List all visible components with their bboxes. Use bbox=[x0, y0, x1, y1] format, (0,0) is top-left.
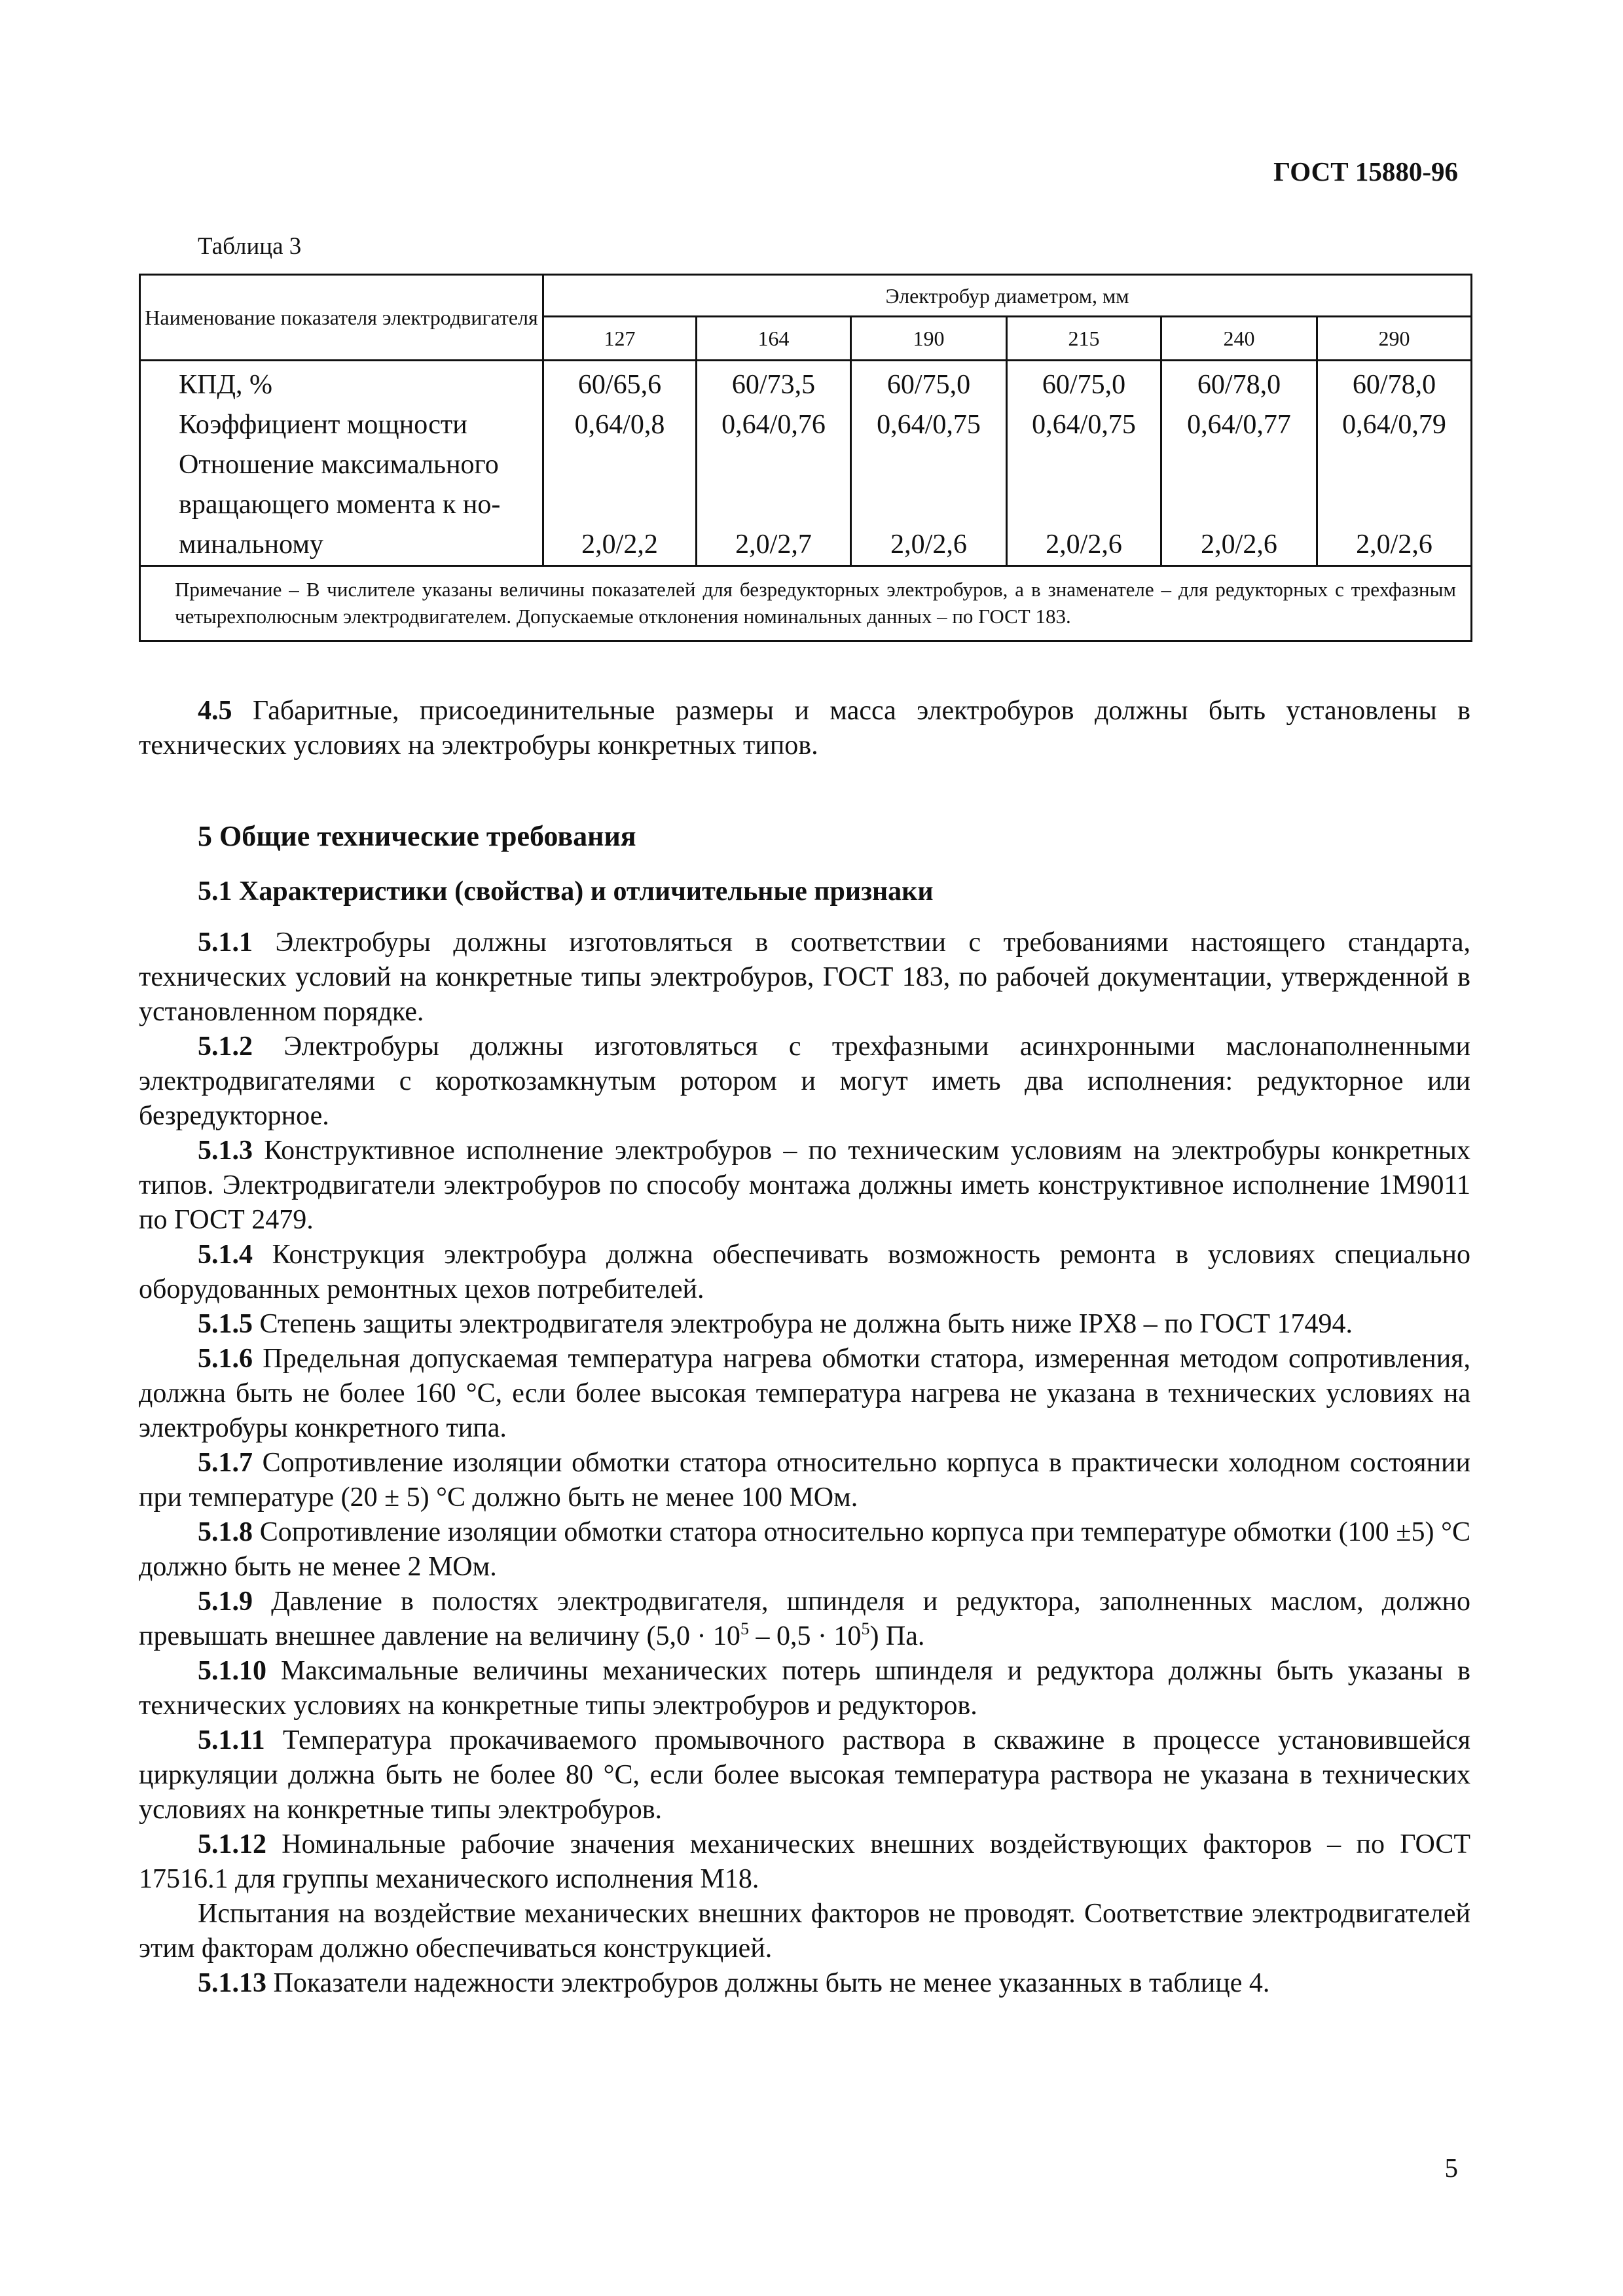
diameter-header: 190 bbox=[851, 317, 1007, 361]
clause-text: Показатели надежности электробуров должны быть не менее указанных в таблице 4. bbox=[266, 1968, 1270, 1998]
table-cell: 60/65,6 bbox=[577, 370, 662, 400]
section-heading: 5 Общие технические требования bbox=[198, 820, 636, 852]
diameter-header: 215 bbox=[1007, 317, 1161, 361]
table-cell: 0,64/0,8 bbox=[574, 410, 665, 440]
clause-paragraph bbox=[139, 1030, 1470, 1134]
subsection-heading: 5.1 Характеристики (свойства) и отличительные признаки bbox=[198, 876, 934, 906]
row-names-cell bbox=[140, 361, 543, 566]
clause-text: Максимальные величины механических потерь шпинделя и редуктора должны быть указаны в технических условиях на конкретные типы электробуров и редукторов. bbox=[139, 1656, 1470, 1721]
clause-number: 5.1.2 bbox=[198, 1031, 253, 1062]
clause-number: 4.5 bbox=[198, 696, 232, 726]
row-name-torque-ratio: минальному bbox=[179, 529, 323, 560]
diameter-header: 127 bbox=[543, 317, 697, 361]
clause-text: Электробуры должны изготовляться с трехфазными асинхронными маслонаполненными электродвигателями с короткозамкнутым ротором и могут иметь два исполнения: редукторное или безредукторное. bbox=[139, 1031, 1470, 1131]
table-cell: 2,0/2,6 bbox=[1201, 529, 1277, 560]
clause-text: Номинальные рабочие значения механических внешних воздействующих факторов – по ГОСТ 17516.1 для группы механического исполнения М18. bbox=[139, 1829, 1470, 1894]
table-note: Примечание – В числителе указаны величины показателей для безредукторных электробуров, а в знаменателе – для редукторных с трехфазным четырехполюсным электродвигателем. Допускаемые отклонения номинальных данных – по ГОСТ 183. bbox=[140, 566, 1472, 641]
table-cell: 0,64/0,77 bbox=[1187, 410, 1291, 440]
table-cell: 60/75,0 bbox=[1042, 370, 1126, 400]
clause-number: 5.1.9 bbox=[198, 1587, 253, 1617]
clause-paragraph bbox=[139, 1515, 1470, 1585]
diameter-header: 240 bbox=[1161, 317, 1317, 361]
clause-text: Габаритные, присоединительные размеры и масса электробуров должны быть установлены в технических условиях на электробуры конкретных типов. bbox=[139, 696, 1470, 761]
table-cell: 60/75,0 bbox=[886, 370, 971, 400]
table-cell: 2,0/2,6 bbox=[1046, 529, 1122, 560]
clause-paragraph bbox=[139, 1342, 1470, 1446]
clause-text: – 0,5 · 10 bbox=[748, 1621, 862, 1651]
table-cell: 2,0/2,2 bbox=[581, 529, 658, 560]
clause-text: Сопротивление изоляции обмотки статора относительно корпуса в практически холодном состоянии при температуре (20 ± 5) °С должно быть не менее 100 МОм. bbox=[139, 1448, 1470, 1513]
table-cell: 0,64/0,76 bbox=[721, 410, 826, 440]
values-column-164 bbox=[697, 361, 851, 566]
characteristics-table bbox=[139, 274, 1472, 642]
table-cell: 60/78,0 bbox=[1197, 370, 1281, 400]
diameter-header: 164 bbox=[697, 317, 851, 361]
table-cell: 2,0/2,7 bbox=[735, 529, 812, 560]
table-cell: 2,0/2,6 bbox=[1356, 529, 1432, 560]
clause-paragraph bbox=[139, 1827, 1470, 1897]
paragraph-tests: Испытания на воздействие механических внешних факторов не проводят. Соответствие электродвигателей этим факторам должно обеспечиваться конструкцией. bbox=[139, 1899, 1470, 1964]
clause-number: 5.1.5 bbox=[198, 1309, 253, 1339]
clause-number: 5.1.13 bbox=[198, 1968, 266, 1998]
clause-number: 5.1.11 bbox=[198, 1725, 265, 1755]
clause-paragraph bbox=[139, 1238, 1470, 1307]
clause-text: Электробуры должны изготовляться в соответствии с требованиями настоящего стандарта, технических условий на конкретные типы электробуров, ГОСТ 183, по рабочей документации, утвержденной в установленном порядке. bbox=[139, 927, 1470, 1027]
row-name-torque-ratio: Отношение максимального bbox=[179, 450, 499, 480]
column-header-name: Наименование показателя электродвигателя bbox=[140, 275, 543, 361]
table-cell: 0,64/0,75 bbox=[877, 410, 981, 440]
table-caption: Таблица 3 bbox=[198, 233, 302, 260]
clause-text: Степень защиты электродвигателя электробура не должна быть ниже IPX8 – по ГОСТ 17494. bbox=[253, 1309, 1353, 1339]
clause-paragraph bbox=[139, 1585, 1470, 1654]
column-group-header: Электробур диаметром, мм bbox=[543, 275, 1472, 317]
row-name-efficiency: КПД, % bbox=[179, 370, 272, 400]
clause-paragraph bbox=[139, 925, 1470, 1030]
values-column-190 bbox=[851, 361, 1007, 566]
clause-number: 5.1.1 bbox=[198, 927, 253, 958]
table-cell: 60/78,0 bbox=[1352, 370, 1436, 400]
values-column-240 bbox=[1161, 361, 1317, 566]
clause-text: Давление в полостях электродвигателя, шпинделя и редуктора, заполненных маслом, должно превышать внешнее давление на величину (5,0 · 10 bbox=[139, 1587, 1470, 1651]
clause-text: Температура прокачиваемого промывочного раствора в скважине в процессе установившейся циркуляции должна быть не более 80 °С, если более высокая температура раствора не указана в технических условиях на конкретные типы электробуров. bbox=[139, 1725, 1470, 1825]
values-column-290 bbox=[1317, 361, 1472, 566]
clause-paragraph bbox=[139, 1654, 1470, 1723]
table-body bbox=[140, 361, 1472, 566]
clause-paragraph bbox=[139, 1966, 1470, 2001]
exponent: 5 bbox=[740, 1619, 749, 1638]
clause-paragraph bbox=[139, 1723, 1470, 1827]
paragraph-4-5 bbox=[139, 694, 1470, 763]
table-cell: 0,64/0,75 bbox=[1032, 410, 1136, 440]
document-code: ГОСТ 15880-96 bbox=[1273, 156, 1458, 187]
row-name-torque-ratio: вращающего момента к но- bbox=[179, 490, 501, 520]
table-cell: 0,64/0,79 bbox=[1342, 410, 1446, 440]
clause-text: Сопротивление изоляции обмотки статора относительно корпуса при температуре обмотки (100 ±5) °С должно быть не менее 2 МОм. bbox=[139, 1517, 1470, 1582]
clause-number: 5.1.10 bbox=[198, 1656, 266, 1686]
clause-number: 5.1.4 bbox=[198, 1240, 253, 1270]
clause-paragraph bbox=[139, 1446, 1470, 1515]
clause-number: 5.1.8 bbox=[198, 1517, 253, 1547]
document-body bbox=[139, 694, 1470, 2001]
clause-number: 5.1.7 bbox=[198, 1448, 253, 1478]
values-column-127 bbox=[543, 361, 697, 566]
clause-text: ) Па. bbox=[869, 1621, 925, 1651]
clause-paragraph bbox=[139, 1307, 1470, 1342]
clause-number: 5.1.12 bbox=[198, 1829, 266, 1859]
clause-text: Конструкция электробура должна обеспечивать возможность ремонта в условиях специально оборудованных ремонтных цехов потребителей. bbox=[139, 1240, 1470, 1304]
clause-text: Предельная допускаемая температура нагрева обмотки статора, измеренная методом сопротивления, должна быть не более 160 °С, если более высокая температура нагрева не указана в технических условиях на электробуры конкретного типа. bbox=[139, 1344, 1470, 1443]
table-cell: 60/73,5 bbox=[731, 370, 816, 400]
page-number: 5 bbox=[1444, 2153, 1458, 2183]
clause-paragraph bbox=[139, 1134, 1470, 1238]
values-column-215 bbox=[1007, 361, 1161, 566]
exponent: 5 bbox=[861, 1619, 870, 1638]
table-cell: 2,0/2,6 bbox=[890, 529, 967, 560]
clause-text: Конструктивное исполнение электробуров – по техническим условиям на электробуры конкретных типов. Электродвигатели электробуров по способу монтажа должны иметь конструктивное исполнение 1М9011 по ГОСТ 2479. bbox=[139, 1136, 1470, 1235]
diameter-header: 290 bbox=[1317, 317, 1472, 361]
clause-number: 5.1.6 bbox=[198, 1344, 253, 1374]
row-name-power-factor: Коэффициент мощности bbox=[179, 410, 467, 440]
clause-number: 5.1.3 bbox=[198, 1136, 253, 1166]
